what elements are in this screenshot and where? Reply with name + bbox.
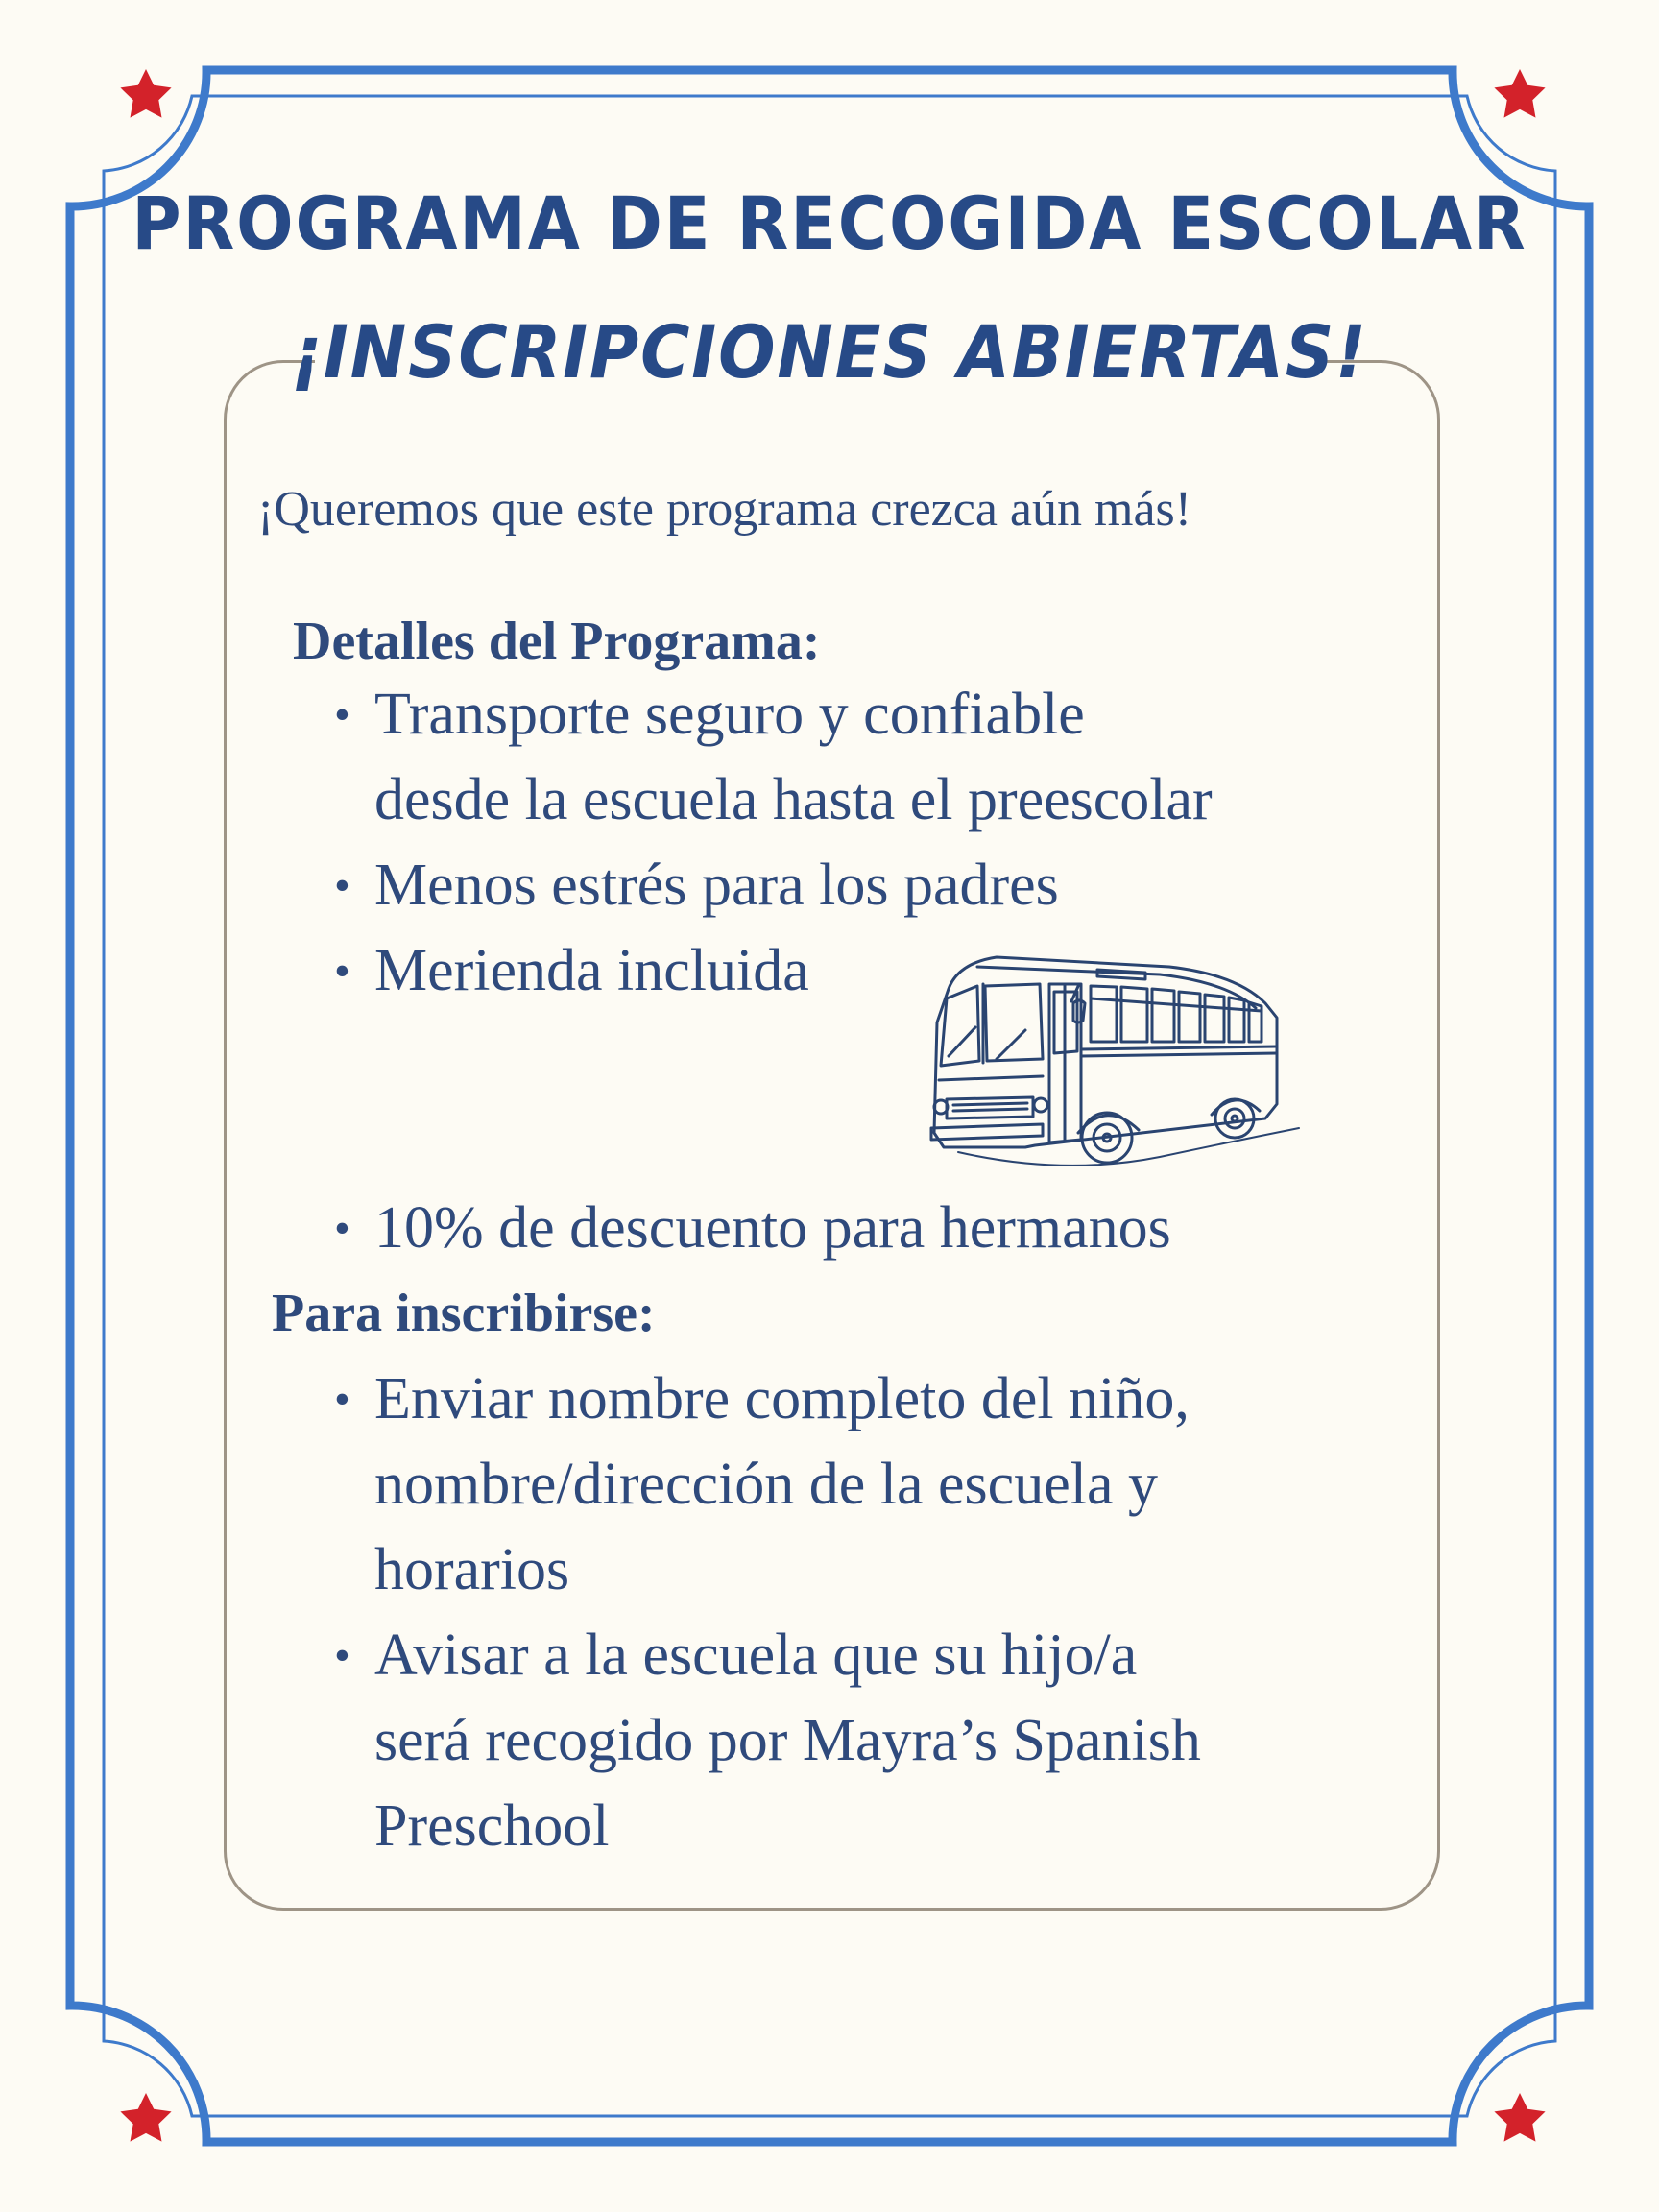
list-item-text: Preschool <box>374 1793 610 1859</box>
school-bus-icon <box>920 946 1304 1181</box>
star-icon <box>1494 2093 1545 2142</box>
enroll-heading: Para inscribirse: <box>272 1284 656 1343</box>
bullet-icon: • <box>334 1374 350 1425</box>
intro-text: ¡Queremos que este programa crezca aún más! <box>257 482 1192 537</box>
list-item-text: Merienda incluida <box>374 938 809 1003</box>
list-item-text: nombre/dirección de la escuela y <box>374 1452 1158 1517</box>
list-item-text: horarios <box>374 1537 570 1602</box>
bullet-icon: • <box>334 860 350 911</box>
page-title: PROGRAMA DE RECOGIDA ESCOLAR <box>132 180 1527 266</box>
bullet-icon: • <box>334 1203 350 1254</box>
list-item-text: 10% de descuento para hermanos <box>374 1195 1171 1261</box>
star-icon <box>120 2093 171 2142</box>
star-icon <box>120 69 171 118</box>
list-item-text: será recogido por Mayra’s Spanish <box>374 1708 1201 1773</box>
bullet-icon: • <box>334 689 350 740</box>
star-icon <box>1494 69 1545 118</box>
list-item-text: Transporte seguro y confiable <box>374 682 1085 747</box>
page-subtitle: ¡INSCRIPCIONES ABIERTAS! <box>291 309 1368 395</box>
bullet-icon: • <box>334 946 350 997</box>
list-item-text: Enviar nombre completo del niño, <box>374 1366 1190 1431</box>
details-heading: Detalles del Programa: <box>293 612 821 671</box>
bullet-icon: • <box>334 1630 350 1681</box>
list-item-text: Avisar a la escuela que su hijo/a <box>374 1623 1138 1688</box>
list-item-text: desde la escuela hasta el preescolar <box>374 767 1213 832</box>
list-item-text: Menos estrés para los padres <box>374 853 1059 918</box>
